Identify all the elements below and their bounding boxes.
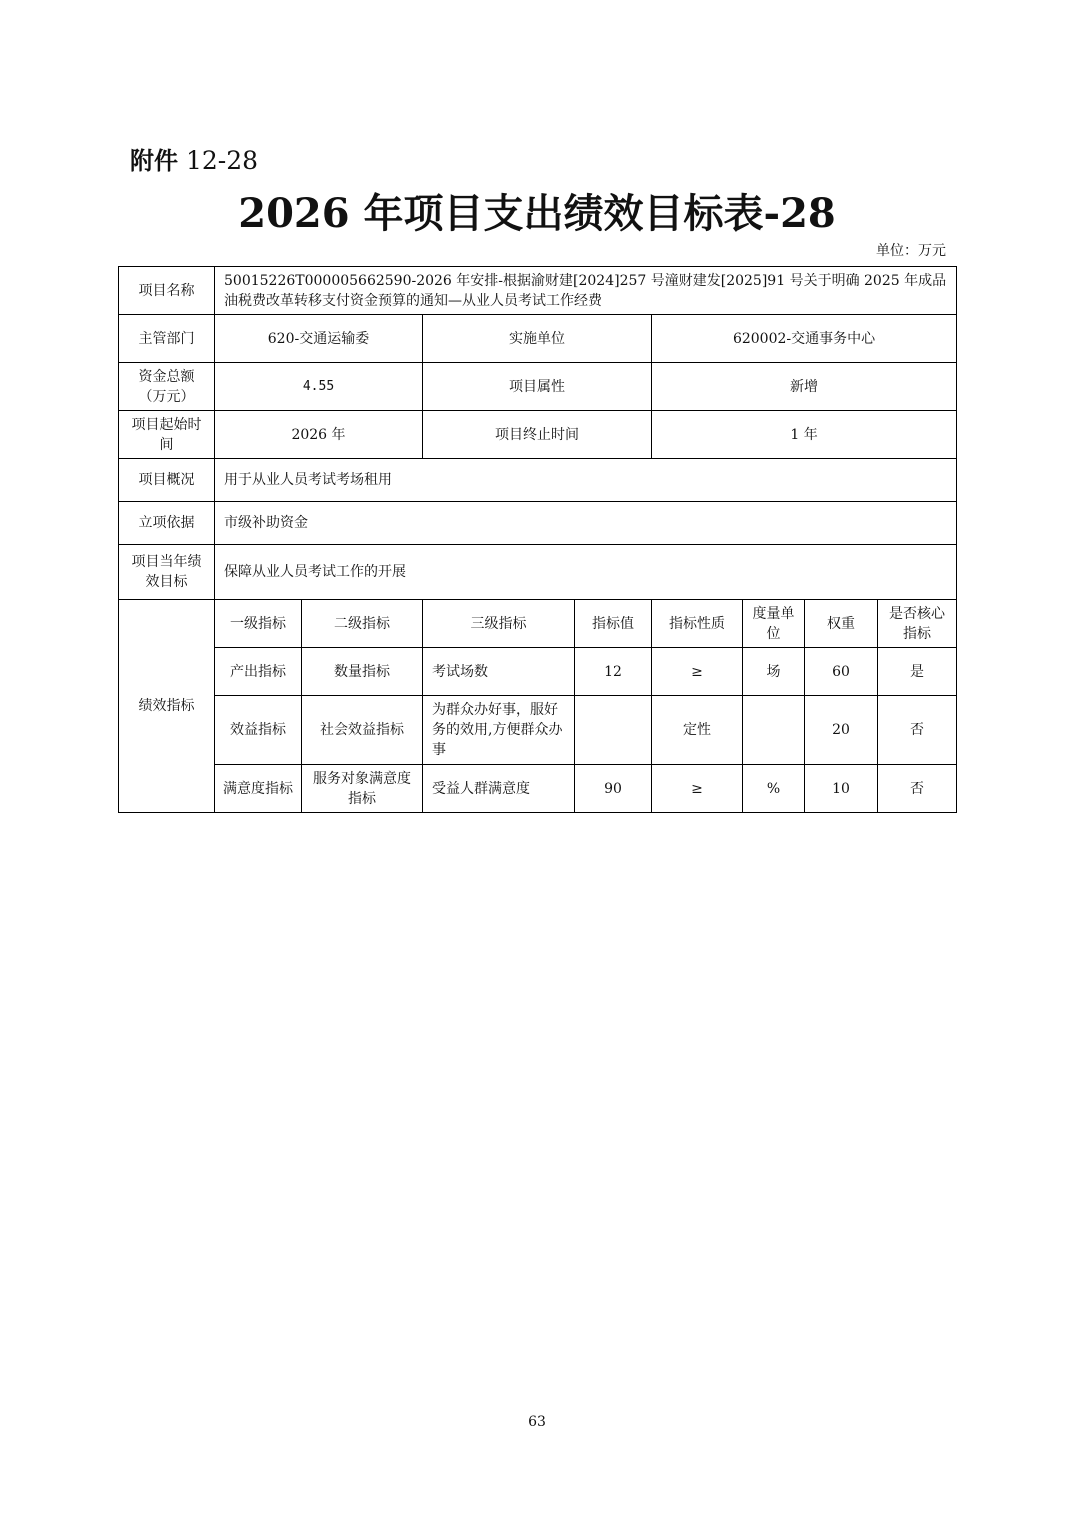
- ind-header-cell: 指标值: [575, 600, 652, 648]
- row-department: [119, 315, 957, 363]
- ind-cell: ≥: [652, 765, 743, 813]
- project-name-value: 50015226T000005662590-2026 年安排-根据渝财建[2024]257 号潼财建发[2025]91 号关于明确 2025 年成品油税费改革转移支付资金预算的通知—从业人员考试工作经费: [215, 267, 957, 315]
- ind-header-cell: 一级指标: [215, 600, 302, 648]
- ind-cell: 定性: [652, 696, 743, 765]
- performance-target-table: [118, 266, 957, 813]
- ind-cell: [575, 696, 652, 765]
- dept-label: 主管部门: [119, 315, 215, 363]
- indicator-row: [119, 765, 957, 813]
- ind-cell: %: [743, 765, 805, 813]
- unit-label: 单位：万元: [876, 243, 946, 259]
- ind-cell: 为群众办好事，服好务的效用,方便群众办事: [423, 696, 575, 765]
- ind-cell: ≥: [652, 648, 743, 696]
- ind-header-cell: 度量单位: [743, 600, 805, 648]
- indicator-header-row: [119, 600, 957, 648]
- attachment-label: [130, 143, 258, 179]
- impl-label: 实施单位: [423, 315, 652, 363]
- ind-cell: 是: [878, 648, 957, 696]
- ind-header-cell: 三级指标: [423, 600, 575, 648]
- ind-cell: 90: [575, 765, 652, 813]
- overview-value: 用于从业人员考试考场租用: [215, 459, 957, 502]
- goal-value: 保障从业人员考试工作的开展: [215, 545, 957, 600]
- row-goal: [119, 545, 957, 600]
- ind-cell: 否: [878, 696, 957, 765]
- basis-label: 立项依据: [119, 502, 215, 545]
- attachment-number: 12-28: [185, 146, 259, 175]
- ind-cell: 10: [805, 765, 878, 813]
- ind-header-cell: 二级指标: [302, 600, 423, 648]
- attr-value: 新增: [652, 363, 957, 411]
- dept-value: 620-交通运输委: [215, 315, 423, 363]
- ind-cell: 60: [805, 648, 878, 696]
- row-period: [119, 411, 957, 459]
- indicator-row: [119, 648, 957, 696]
- row-project-name: [119, 267, 957, 315]
- project-name-label: 项目名称: [119, 267, 215, 315]
- ind-cell: 考试场数: [423, 648, 575, 696]
- indicators-label: 绩效指标: [119, 600, 215, 813]
- page-title: 2026 年项目支出绩效目标表-28: [238, 190, 836, 237]
- ind-cell: 12: [575, 648, 652, 696]
- ind-cell: 数量指标: [302, 648, 423, 696]
- impl-value: 620002-交通事务中心: [652, 315, 957, 363]
- ind-header-cell: 是否核心指标: [878, 600, 957, 648]
- ind-cell: 受益人群满意度: [423, 765, 575, 813]
- start-label: 项目起始时间: [119, 411, 215, 459]
- row-overview: [119, 459, 957, 502]
- fund-label: 资金总额（万元）: [119, 363, 215, 411]
- ind-cell: 满意度指标: [215, 765, 302, 813]
- ind-header-cell: 指标性质: [652, 600, 743, 648]
- basis-value: 市级补助资金: [215, 502, 957, 545]
- ind-cell: 否: [878, 765, 957, 813]
- row-fund: [119, 363, 957, 411]
- ind-header-cell: 权重: [805, 600, 878, 648]
- goal-label: 项目当年绩效目标: [119, 545, 215, 600]
- start-value: 2026 年: [215, 411, 423, 459]
- fund-value: 4.55: [215, 363, 423, 411]
- ind-cell: 产出指标: [215, 648, 302, 696]
- attr-label: 项目属性: [423, 363, 652, 411]
- end-value: 1 年: [652, 411, 957, 459]
- overview-label: 项目概况: [119, 459, 215, 502]
- ind-cell: 场: [743, 648, 805, 696]
- ind-cell: [743, 696, 805, 765]
- row-basis: [119, 502, 957, 545]
- end-label: 项目终止时间: [423, 411, 652, 459]
- attachment-prefix: 附件: [130, 147, 178, 175]
- ind-cell: 效益指标: [215, 696, 302, 765]
- ind-cell: 20: [805, 696, 878, 765]
- ind-cell: 社会效益指标: [302, 696, 423, 765]
- indicator-row: [119, 696, 957, 765]
- page-number: 63: [528, 1414, 546, 1430]
- ind-cell: 服务对象满意度指标: [302, 765, 423, 813]
